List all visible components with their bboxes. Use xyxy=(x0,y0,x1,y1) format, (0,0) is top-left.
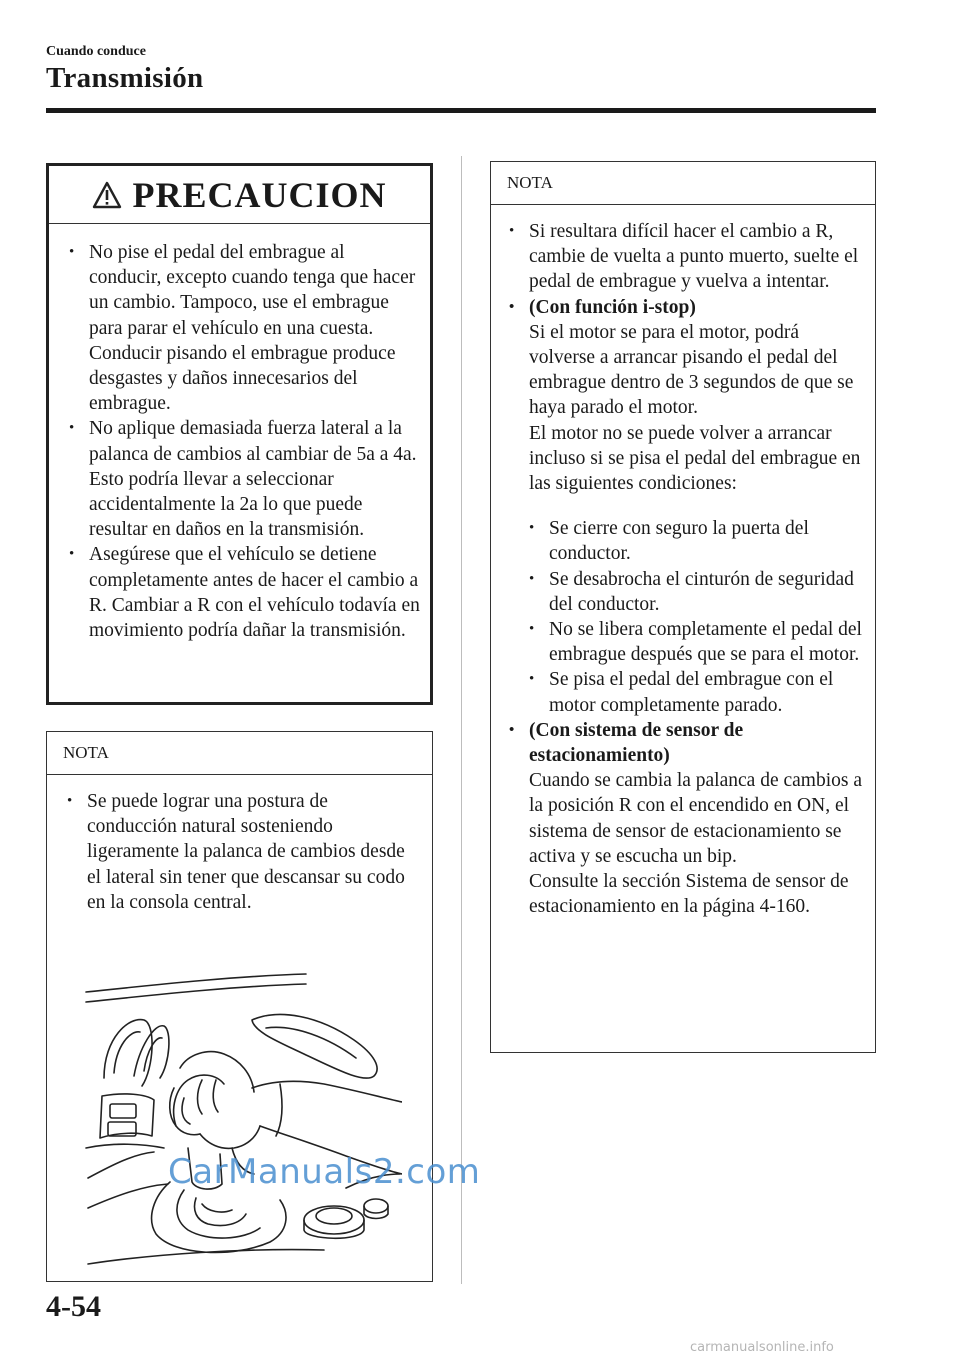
bullet-icon: • xyxy=(509,721,515,738)
site-footer: carmanualsonline.info xyxy=(690,1340,834,1355)
shift-lever-illustration xyxy=(84,968,402,1268)
header-rule xyxy=(46,108,876,113)
caution-item: • No aplique demasiada fuerza lateral a la palanca de cambios al cambiar de 5a a 4a. Esto podría llevar a seleccionar accidentalmente la 2a lo que puede resultar en daños en la transmisión. xyxy=(69,418,417,541)
note-item xyxy=(509,295,867,718)
bullet-icon: • xyxy=(69,546,75,563)
caution-title: PRECAUCION xyxy=(132,174,387,215)
note-list xyxy=(47,775,432,915)
bullet-icon: • xyxy=(509,298,515,315)
bullet-icon: • xyxy=(67,793,73,809)
note-item xyxy=(509,718,867,920)
sub-item: • Se pisa el pedal del embrague con el motor completamente parado. xyxy=(529,669,834,716)
bullet-icon: • xyxy=(69,244,75,260)
bullet-icon: • xyxy=(509,223,515,239)
sub-item: • Se cierre con seguro la puerta del conductor. xyxy=(529,518,809,565)
section-label: Cuando conduce xyxy=(46,44,146,59)
sub-item: • Se desabrocha el cinturón de seguridad del conductor. xyxy=(529,568,854,615)
sub-item: • No se libera completamente el pedal del embrague después que se para el motor. xyxy=(529,619,862,666)
caution-box xyxy=(46,163,433,705)
sub-list xyxy=(529,496,867,718)
note-list xyxy=(491,205,875,919)
bullet-icon: • xyxy=(69,420,75,437)
note-item: • Se puede lograr una postura de conducción natural sosteniendo ligeramente la palanca de cambios desde el lateral sin tener que descansar su codo en la consola central. xyxy=(67,791,405,913)
note-item-heading: (Con función i-stop) xyxy=(529,296,696,318)
note-header: NOTA xyxy=(491,162,875,205)
note-box-conditions xyxy=(490,161,876,1053)
note-item-text: Consulte la sección Sistema de sensor de estacionamiento en la página 4-160. xyxy=(529,871,849,918)
note-header: NOTA xyxy=(47,732,432,775)
note-item: • Si resultara difícil hacer el cambio a R, cambie de vuelta a punto muerto, suelte el pedal de embrague y vuelva a intentar. xyxy=(509,221,859,293)
note-item-text: Cuando se cambia la palanca de cambios a la posición R con el encendido en ON, el sistema de sensor de estacionamiento se activa y se escucha un bip. xyxy=(529,770,862,867)
caution-item: • Asegúrese que el vehículo se detiene completamente antes de hacer el cambio a R. Cambiar a R con el vehículo todavía en movimiento podría dañar la transmisión. xyxy=(69,544,420,642)
note-item-text: El motor no se puede volver a arrancar incluso si se pisa el pedal del embrague en las siguientes condiciones: xyxy=(529,422,861,495)
caution-header xyxy=(49,166,430,224)
page-title: Transmisión xyxy=(46,62,204,94)
column-divider xyxy=(461,156,462,1284)
bullet-icon: • xyxy=(529,520,535,537)
bullet-icon: • xyxy=(529,570,535,587)
note-item-heading: (Con sistema de sensor de estacionamiento) xyxy=(529,719,744,767)
warning-triangle-icon xyxy=(92,181,122,209)
note-item-text: Si el motor se para el motor, podrá volverse a arrancar pisando el pedal del embrague dentro de 3 segundos de que se haya parado el motor. xyxy=(529,321,854,419)
watermark: CarManuals2.com xyxy=(168,1152,481,1192)
bullet-icon: • xyxy=(529,671,535,688)
page-number: 4-54 xyxy=(46,1290,101,1323)
bullet-icon: • xyxy=(529,621,535,638)
caution-list xyxy=(49,224,430,643)
caution-item: • No pise el pedal del embrague al conducir, excepto cuando tenga que hacer un cambio. Tampoco, use el embrague para parar el vehículo en una cuesta. Conducir pisando el embrague produce desgastes y daños innecesarios del embrague. xyxy=(69,242,416,415)
